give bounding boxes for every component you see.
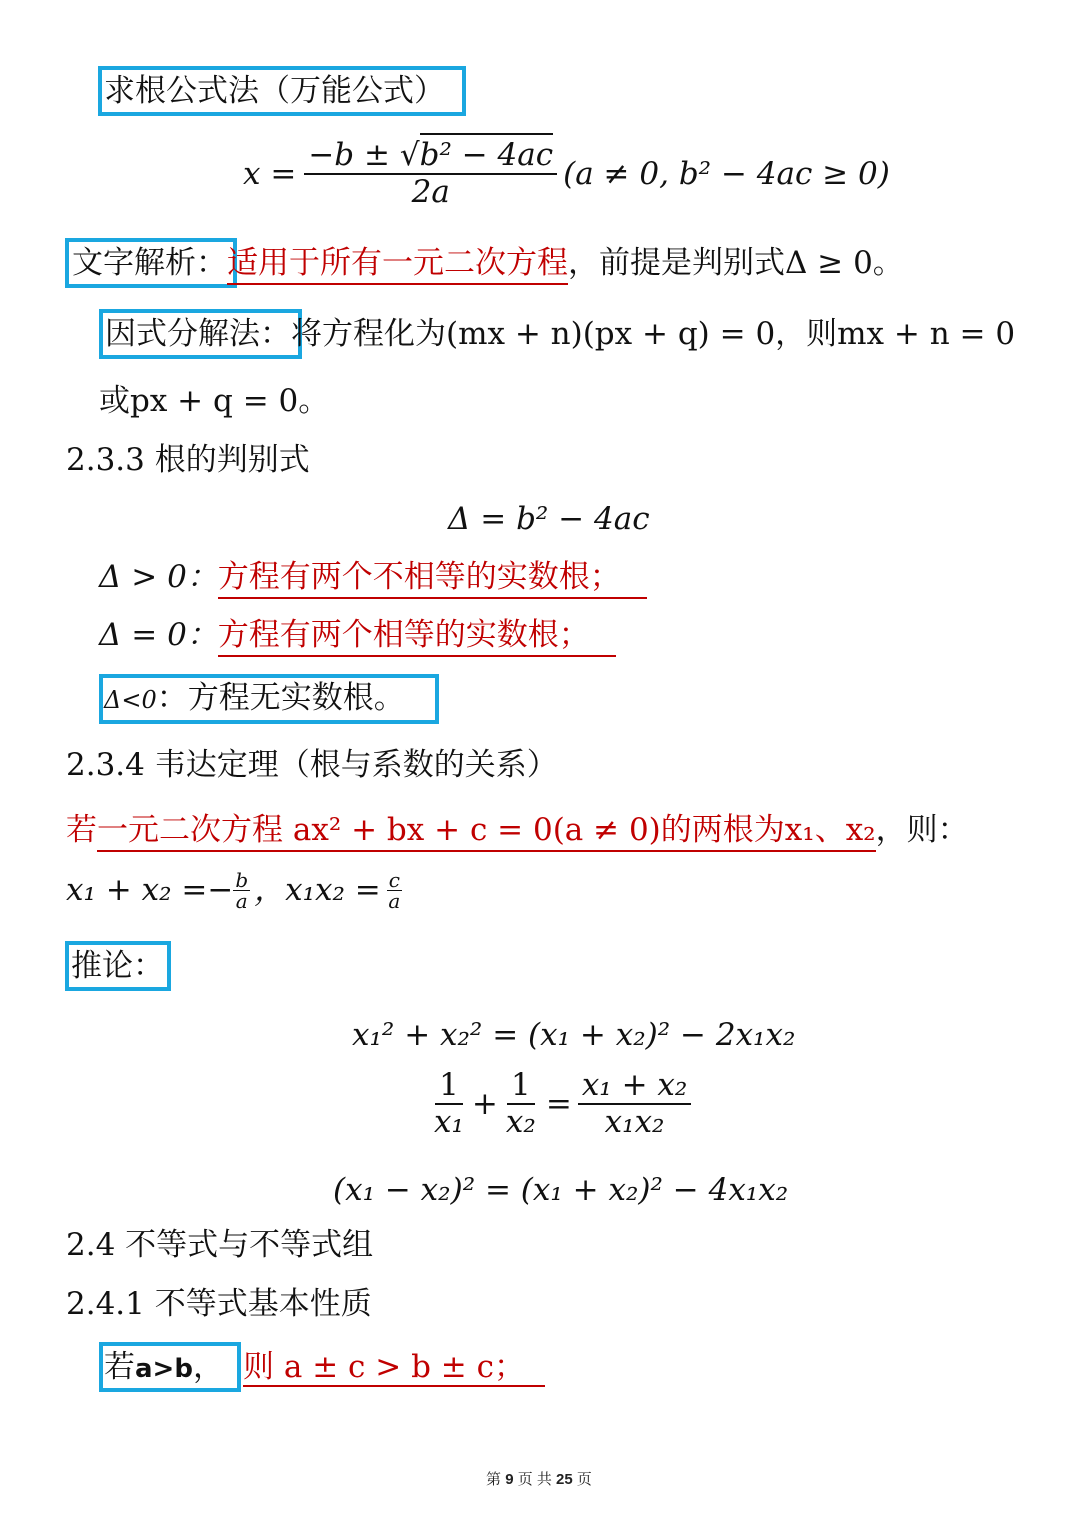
inequality-if: 若 [104,1349,135,1385]
formula-fraction: $\frac{\text{−b ± √b² − 4ac}}{2a}$ [304,140,557,208]
inequality-comma: ， [192,1349,224,1385]
inequality-line [104,1349,224,1385]
eq2-frac1 [430,1067,468,1140]
case-negative-text: ：方程无实数根。 [156,680,405,716]
formula-denominator: 2a [411,174,450,210]
corollary-eq1: x₁² + x₂² = (x₁ + x₂)² − 2x₁x₂ [352,1017,796,1053]
eq2-equals: = [545,1085,572,1122]
eq2-den2: x₂ [505,1104,536,1140]
eq2-plus: + [471,1085,498,1122]
vieta-then: ，则： [875,812,969,848]
page-footer [486,1468,592,1489]
eq2-rhs-num: x₁ + x₂ [578,1070,692,1105]
eq2-den1: x₁ [434,1104,464,1140]
case-zero-text: 方程有两个相等的实数根； [218,617,616,657]
eq2-rhs-den: x₁x₂ [604,1104,665,1140]
vieta-prod-fraction [387,870,402,911]
factoring-text-1: 将方程化为(mx + n)(px + q) = 0，则mx + n = 0 [291,316,1016,352]
heading-2-3-3: 2.3.3 根的判别式 [66,442,310,478]
vieta-sum-num: b [235,868,249,892]
vieta-formulas [66,870,402,911]
heading-2-4-1: 2.4.1 不等式基本性质 [66,1286,372,1322]
eq2-num1: 1 [435,1070,463,1105]
corollary-eq2 [430,1067,691,1140]
heading-2-3-4: 2.3.4 韦达定理（根与系数的关系） [66,747,558,783]
eq2-frac2 [502,1067,540,1140]
heading-2-4: 2.4 不等式与不等式组 [66,1227,374,1263]
vieta-prod-lhs: ，x₁x₂ = [254,872,381,908]
text-analysis-line [72,245,904,281]
case-zero [99,617,616,653]
eq2-frac3 [578,1067,692,1140]
case-negative [104,680,405,716]
vieta-sum-lhs: x₁ + x₂ =− [66,872,234,908]
vieta-prod-num: c [388,868,400,892]
footer-current-page: 9 [505,1471,514,1488]
vieta-sum-den: a [235,889,248,913]
vieta-prod-den: a [388,889,401,913]
factoring-line2: 或px + q = 0。 [99,383,330,419]
case-zero-prefix: Δ = 0： [99,617,218,653]
vieta-if: 若 [66,812,97,848]
vieta-line [66,812,969,848]
case-positive [99,559,647,595]
corollary-label: 推论： [71,948,164,984]
inequality-red: 则 a ± c > b ± c； [243,1352,545,1387]
factoring-label: 因式分解法： [105,316,291,352]
case-positive-text: 方程有两个不相等的实数根； [218,559,647,599]
footer-total-pages: 25 [556,1471,573,1488]
inequality-cond: a>b [135,1354,193,1384]
text-analysis-rest: ，前提是判别式Δ ≥ 0。 [568,245,904,281]
method-title: 求根公式法（万能公式） [104,73,445,109]
vieta-sum-fraction [233,870,250,911]
case-negative-prefix: Δ<0 [104,686,157,714]
case-positive-prefix: Δ > 0： [99,559,218,595]
text-analysis-label: 文字解析： [72,245,227,281]
eq2-num2: 1 [507,1070,535,1105]
formula-numerator-prefix: −b ± [308,137,400,173]
formula-condition: (a ≠ 0, b² − 4ac ≥ 0) [563,155,890,192]
discriminant-formula: Δ = b² − 4ac [448,501,650,537]
footer-mid: 页 共 [517,1471,552,1488]
quadratic-formula [243,137,890,210]
text-analysis-red: 适用于所有一元二次方程 [227,245,568,285]
vieta-red-part: 一元二次方程 ax² + bx + c = 0(a ≠ 0)的两根为x₁、x₂ [97,812,876,852]
formula-x-eq: x = [243,155,297,192]
footer-prefix: 第 [486,1471,502,1488]
corollary-eq3: (x₁ − x₂)² = (x₁ + x₂)² − 4x₁x₂ [333,1172,789,1208]
footer-suffix: 页 [576,1471,592,1488]
formula-radicand: b² − 4ac [420,133,554,173]
factoring-line1 [105,316,1016,352]
